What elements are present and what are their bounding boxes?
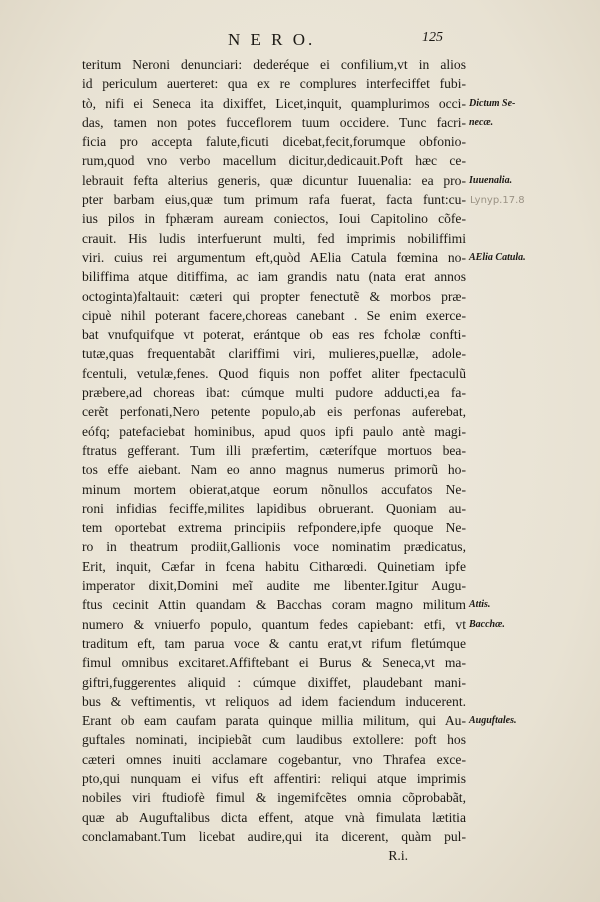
text-line: numero & vniuerfo populo, quantum fedes capiebant: etfi, vt <box>82 616 466 632</box>
text-line: imperator dixit,Domini meĩ audite me libenter.Igitur Augu- <box>82 578 466 594</box>
text-line: ficia pro accepta falute,ficuti dicebat,fecit,forumque obfonio- <box>82 134 466 150</box>
text-line: cipuè nihil poterant facere,choreas canebant . Se enim exerce- <box>82 307 466 323</box>
text-line: ftratus gefferant. Tum illi præfertim, cæterífque mortuos bea- <box>82 442 466 458</box>
margin-note: AElia Catula. <box>469 252 526 263</box>
text-line: giftri,fuggerentes aliquid : cúmque dixiffet, plaudebant mani- <box>82 674 466 690</box>
margin-note: Attis. <box>469 599 491 611</box>
text-line: ftus cecinit Attin quandam & Bacchas coram magno militum <box>82 597 466 613</box>
text-line: bus & veftimentis, vt reliquos ad idem faciendum inducerent. <box>82 693 466 709</box>
text-line: minum mortem obierat,atque eorum nõnullos accufatos Ne- <box>82 481 466 497</box>
text-line: guftales nominati, incipiebãt cum laudibus extollere: poft hos <box>82 732 466 748</box>
text-line: octoginta)faltauit: cæteri qui propter fenectutẽ & morbos præ- <box>82 288 466 304</box>
pencil-annotation: Lynyp.17.8 <box>470 195 525 207</box>
text-line: cæteri omnes inuiti acclamare cogebantur, vno Thrafea exce- <box>82 751 466 767</box>
text-line: Erant ob eam caufam parata quinque millia militum, qui Au- <box>82 713 466 729</box>
text-line: ro in theatrum prodiit,Gallionis voce nominatim prædicatus, <box>82 539 466 555</box>
text-line: quæ ab Auguftalibus dicta effent, atque vnà fimulata lætitia <box>82 809 466 825</box>
text-line: tem oportebat extrema principiis refpondere,ipfe quoque Ne- <box>82 520 466 536</box>
text-line: ius pilos in fphæram auream coniectos, Ioui Capitolino cõfe- <box>82 211 466 227</box>
text-line: crauit. His ludis interfuerunt multi, fed imprimis nobiliffimi <box>82 230 466 246</box>
text-line: conclamabant.Tum licebat audire,qui ita dicerent, quàm pul- <box>82 828 466 844</box>
margin-note: Bacchæ. <box>469 618 505 630</box>
text-line: nobiles viri ftudiofè fimul & ingemifcẽtes omnia cõprobabãt, <box>82 790 466 806</box>
text-line: viri. cuius rei argumentum eft,quòd AElia Catula fœmina no- <box>82 249 466 265</box>
text-line: præbere,ad choreas ibat: cúmque multi pudore adducti,ea fa- <box>82 385 466 401</box>
body-text <box>82 55 466 865</box>
text-line: pto,qui nunquam ei vifus eft affentiri: reliqui atque imprimis <box>82 770 466 786</box>
text-line: roni infidias feciffe,milites lapidibus obruerant. Quoniam au- <box>82 500 466 516</box>
text-line: pter barbam eius,quæ tum primum rafa fuerat, facta funt:cu- <box>82 192 466 208</box>
text-line: lebrauit fefta alterius generis, quæ dicuntur Iuuenalia: ea pro- <box>82 172 466 188</box>
text-line: tos effe aiebant. Nam eo anno magnus numerus primorũ ho- <box>82 462 466 478</box>
margin-note: Auguftales. <box>469 715 517 727</box>
text-line: tò, nifi ei Seneca ita dixiffet, Licet,inquit, quamplurimos occi- <box>82 95 466 111</box>
text-line: Erit, inquit, Cæfar in fcena habitu Citharœdi. Quinetiam ipfe <box>82 558 466 574</box>
text-line: fcentuli, vetulæ,fenes. Quod fiquis non poffet aliter fpectaculũ <box>82 365 466 381</box>
text-line: traditum eft, tam parua voce & cantu erat,vt rifum fletúmque <box>82 635 466 651</box>
text-line: das, tamen non potes fucceflorem tuum occidere. Tunc facri- <box>82 114 466 130</box>
signature-mark: R.i. <box>388 848 408 864</box>
text-line: biliffima atque ditiffima, ac iam grandis natu (nata erat annos <box>82 269 466 285</box>
text-line: fimul omnibus excitaret.Affiftebant ei Burus & Seneca,vt ma- <box>82 655 466 671</box>
text-line: teritum Neroni denunciari: dederéque ei confilium,vt in alios <box>82 57 466 72</box>
text-line: tutæ,quas frequentabãt clariffimi viri, mulieres,puellæ, adole- <box>82 346 466 362</box>
text-line: id periculum auerteret: qua ex re complures interfeciffet fubi- <box>82 76 466 92</box>
margin-note: Dictum Se- <box>469 97 516 109</box>
running-head: N E R O. <box>228 30 316 49</box>
margin-note: necæ. <box>469 116 494 128</box>
text-line: rum,quod vno verbo macellum dicitur,dedicauit.Poft hæc ce- <box>82 153 466 169</box>
margin-note: Iuuenalia. <box>469 174 513 186</box>
page-number: 125 <box>422 30 443 45</box>
text-line: cerẽt perfonati,Nero petente populo,ab eis perfonas auferebat, <box>82 404 466 420</box>
text-line: bat vnufquifque vt poterat, erántque ob eas res fcholæ confti- <box>82 327 466 343</box>
text-line: eófq; patefaciebat hominibus, apud quos ipfi paulo antè magi- <box>82 423 466 439</box>
